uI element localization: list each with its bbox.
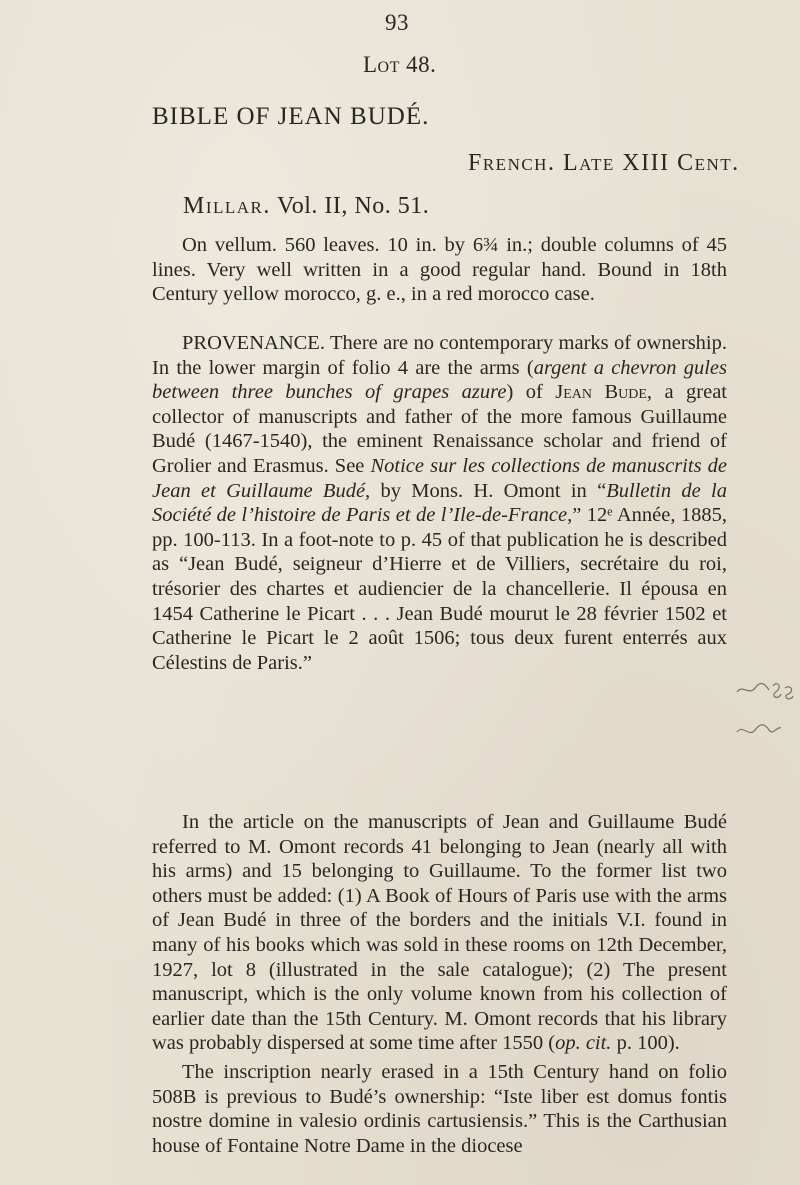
origin-date: French. Late XIII Cent. (468, 150, 740, 176)
provenance-s5: ,” 12ᵉ Année, 1885, pp. 100-113. In a foot-note to p. 45 of that publication he is described as “Jean Budé, seigneur d’Hierre et de Villiers, secrétaire du roi, trésorier des chartes et audiencier de la chancellerie. Il épousa en 1454 Catherine le Picart . . . Jean Budé mourut le 28 février 1502 et Catherine le Picart le 2 août 1506; tous deux furent enterrés aux Célestins de Paris.” (152, 504, 727, 674)
article-body: In the article on the manuscripts of Jean and Guillaume Budé referred to M. Omont records 41 belonging to Jean (nearly all with his arms) and 15 belonging to Guillaume. To the former list two others must be added: (1) A Book of Hours of Paris use with the arms of Jean Budé in three of the borders and the initials V.I. found in many of his books which was sold in these rooms on 12th December, 1927, lot 8 (illustrated in the sale catalogue); (2) The present manuscript, which is the only volume known from his collection of earlier date than the 15th Century. M. Omont records that his library was probably dispersed at some time after 1550 ( (152, 811, 727, 1055)
reference-prefix: Millar. (183, 193, 271, 219)
article-paragraph (152, 810, 727, 1056)
handwritten-margin-note (735, 670, 797, 750)
provenance-text (152, 331, 727, 675)
reference-line (183, 193, 429, 220)
provenance-owner: Jean Bude (555, 381, 647, 404)
description-text: On vellum. 560 leaves. 10 in. by 6¾ in.; double columns of 45 lines. Very well written in a good regular hand. Bound in 18th Century yellow morocco, g. e., in a red morocco case. (152, 234, 727, 306)
description-paragraph (152, 233, 727, 307)
provenance-heading: PROVENANCE. (182, 332, 325, 354)
article-text (152, 810, 727, 1056)
provenance-s4: , by Mons. H. Omont in “ (365, 479, 607, 502)
page-number: 93 (385, 10, 409, 35)
provenance-bulletin: Bulletin de la Société de l’histoire de Paris et de l’Ile-de-France (152, 479, 727, 527)
provenance-ref-title: Notice sur les collections de manuscrits de Jean et Guillaume Budé (152, 454, 727, 502)
lot-heading: Lot 48. (363, 52, 437, 77)
inscription-text: The inscription nearly erased in a 15th Century hand on folio 508B is previous to Budé’s ownership: “Iste liber est domus fontis nostre domine in valesio ordinis cartusiensis.” This is the Carthusian house of Fontaine Notre Dame in the diocese (152, 1061, 727, 1157)
provenance-s3: , a great collector of manuscripts and father of the more famous Guillaume Budé (1467-1540), the eminent Renaissance scholar and friend of Grolier and Erasmus. See (152, 381, 727, 477)
provenance-s1: There are no contemporary marks of ownership. In the lower margin of folio 4 are the arms ( (152, 332, 727, 379)
article-cite: op. cit. (555, 1032, 612, 1055)
provenance-s2: ) of (506, 381, 556, 404)
provenance-paragraph (152, 331, 727, 675)
provenance-blazon: argent a chevron gules between three bunches of grapes azure (152, 356, 727, 404)
reference-text: Vol. II, No. 51. (276, 193, 430, 219)
inscription-paragraph (152, 1060, 727, 1158)
article-tail: p. 100). (611, 1032, 680, 1055)
book-title: BIBLE OF JEAN BUDÉ. (152, 103, 430, 130)
